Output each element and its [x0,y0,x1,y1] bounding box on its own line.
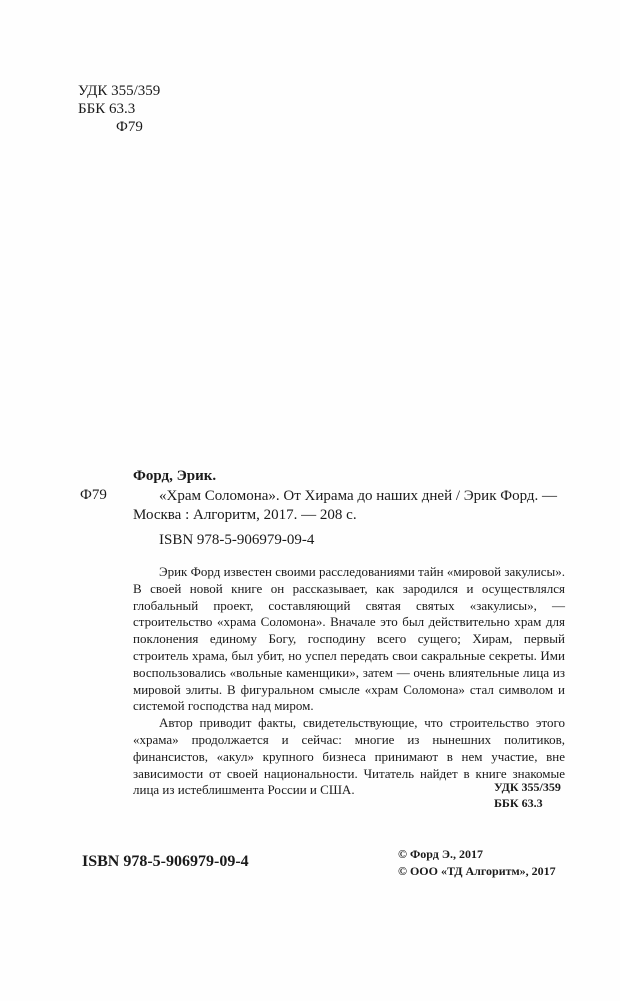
udk-code: УДК 355/359 [494,780,561,794]
annotation-paragraph: Автор приводит факты, свидетельствующие, что строительство этого «храма» продолжается и сейчас: многие из нынешних политиков, финансистов, «акул» крупного бизнеса принимают в нем участие, вне зависимости от своей национальности. Читатель найдет в книге знакомые лица из истеблишмента России и США. [133,715,565,798]
classification-codes-top [78,82,160,136]
title-statement: «Храм Соломона». От Хирама до наших дней / Эрик Форд. — Москва : Алгоритм, 2017. — 208 с. [133,488,558,523]
footer-isbn: ISBN 978-5-906979-09-4 [82,853,249,870]
record-author-mark: Ф79 [80,487,107,503]
copyright-notices [398,846,556,880]
bbk-code: ББК 63.3 [78,101,136,117]
classification-codes-bottom [494,779,561,811]
annotation [133,564,565,799]
author-name: Форд, Эрик. [133,468,217,484]
copyright-author: © Форд Э., 2017 [398,847,483,861]
author-mark: Ф79 [116,119,143,135]
udk-code: УДК 355/359 [78,83,161,99]
record-isbn: ISBN 978-5-906979-09-4 [159,532,315,548]
copyright-publisher: © ООО «ТД Алгоритм», 2017 [398,864,556,878]
bbk-code: ББК 63.3 [494,796,543,810]
annotation-paragraph: Эрик Форд известен своими расследованиями тайн «мировой закулисы». В своей новой книге он рассказывает, как зародился и осуществлялся глобальный проект, составляющий святая святых «закулисы», — строительство «храма Соломона». Вначале это был действительно храм для поклонения единому Богу, господину всего сущего; Хирам, первый строитель храма, был убит, но успел передать свои сакральные секреты. Ими воспользовались «вольные каменщики», затем — очень влиятельные лица из мировой элиты. В фигуральном смысле «храм Соломона» стал символом и системой господства над миром. [133,564,565,714]
